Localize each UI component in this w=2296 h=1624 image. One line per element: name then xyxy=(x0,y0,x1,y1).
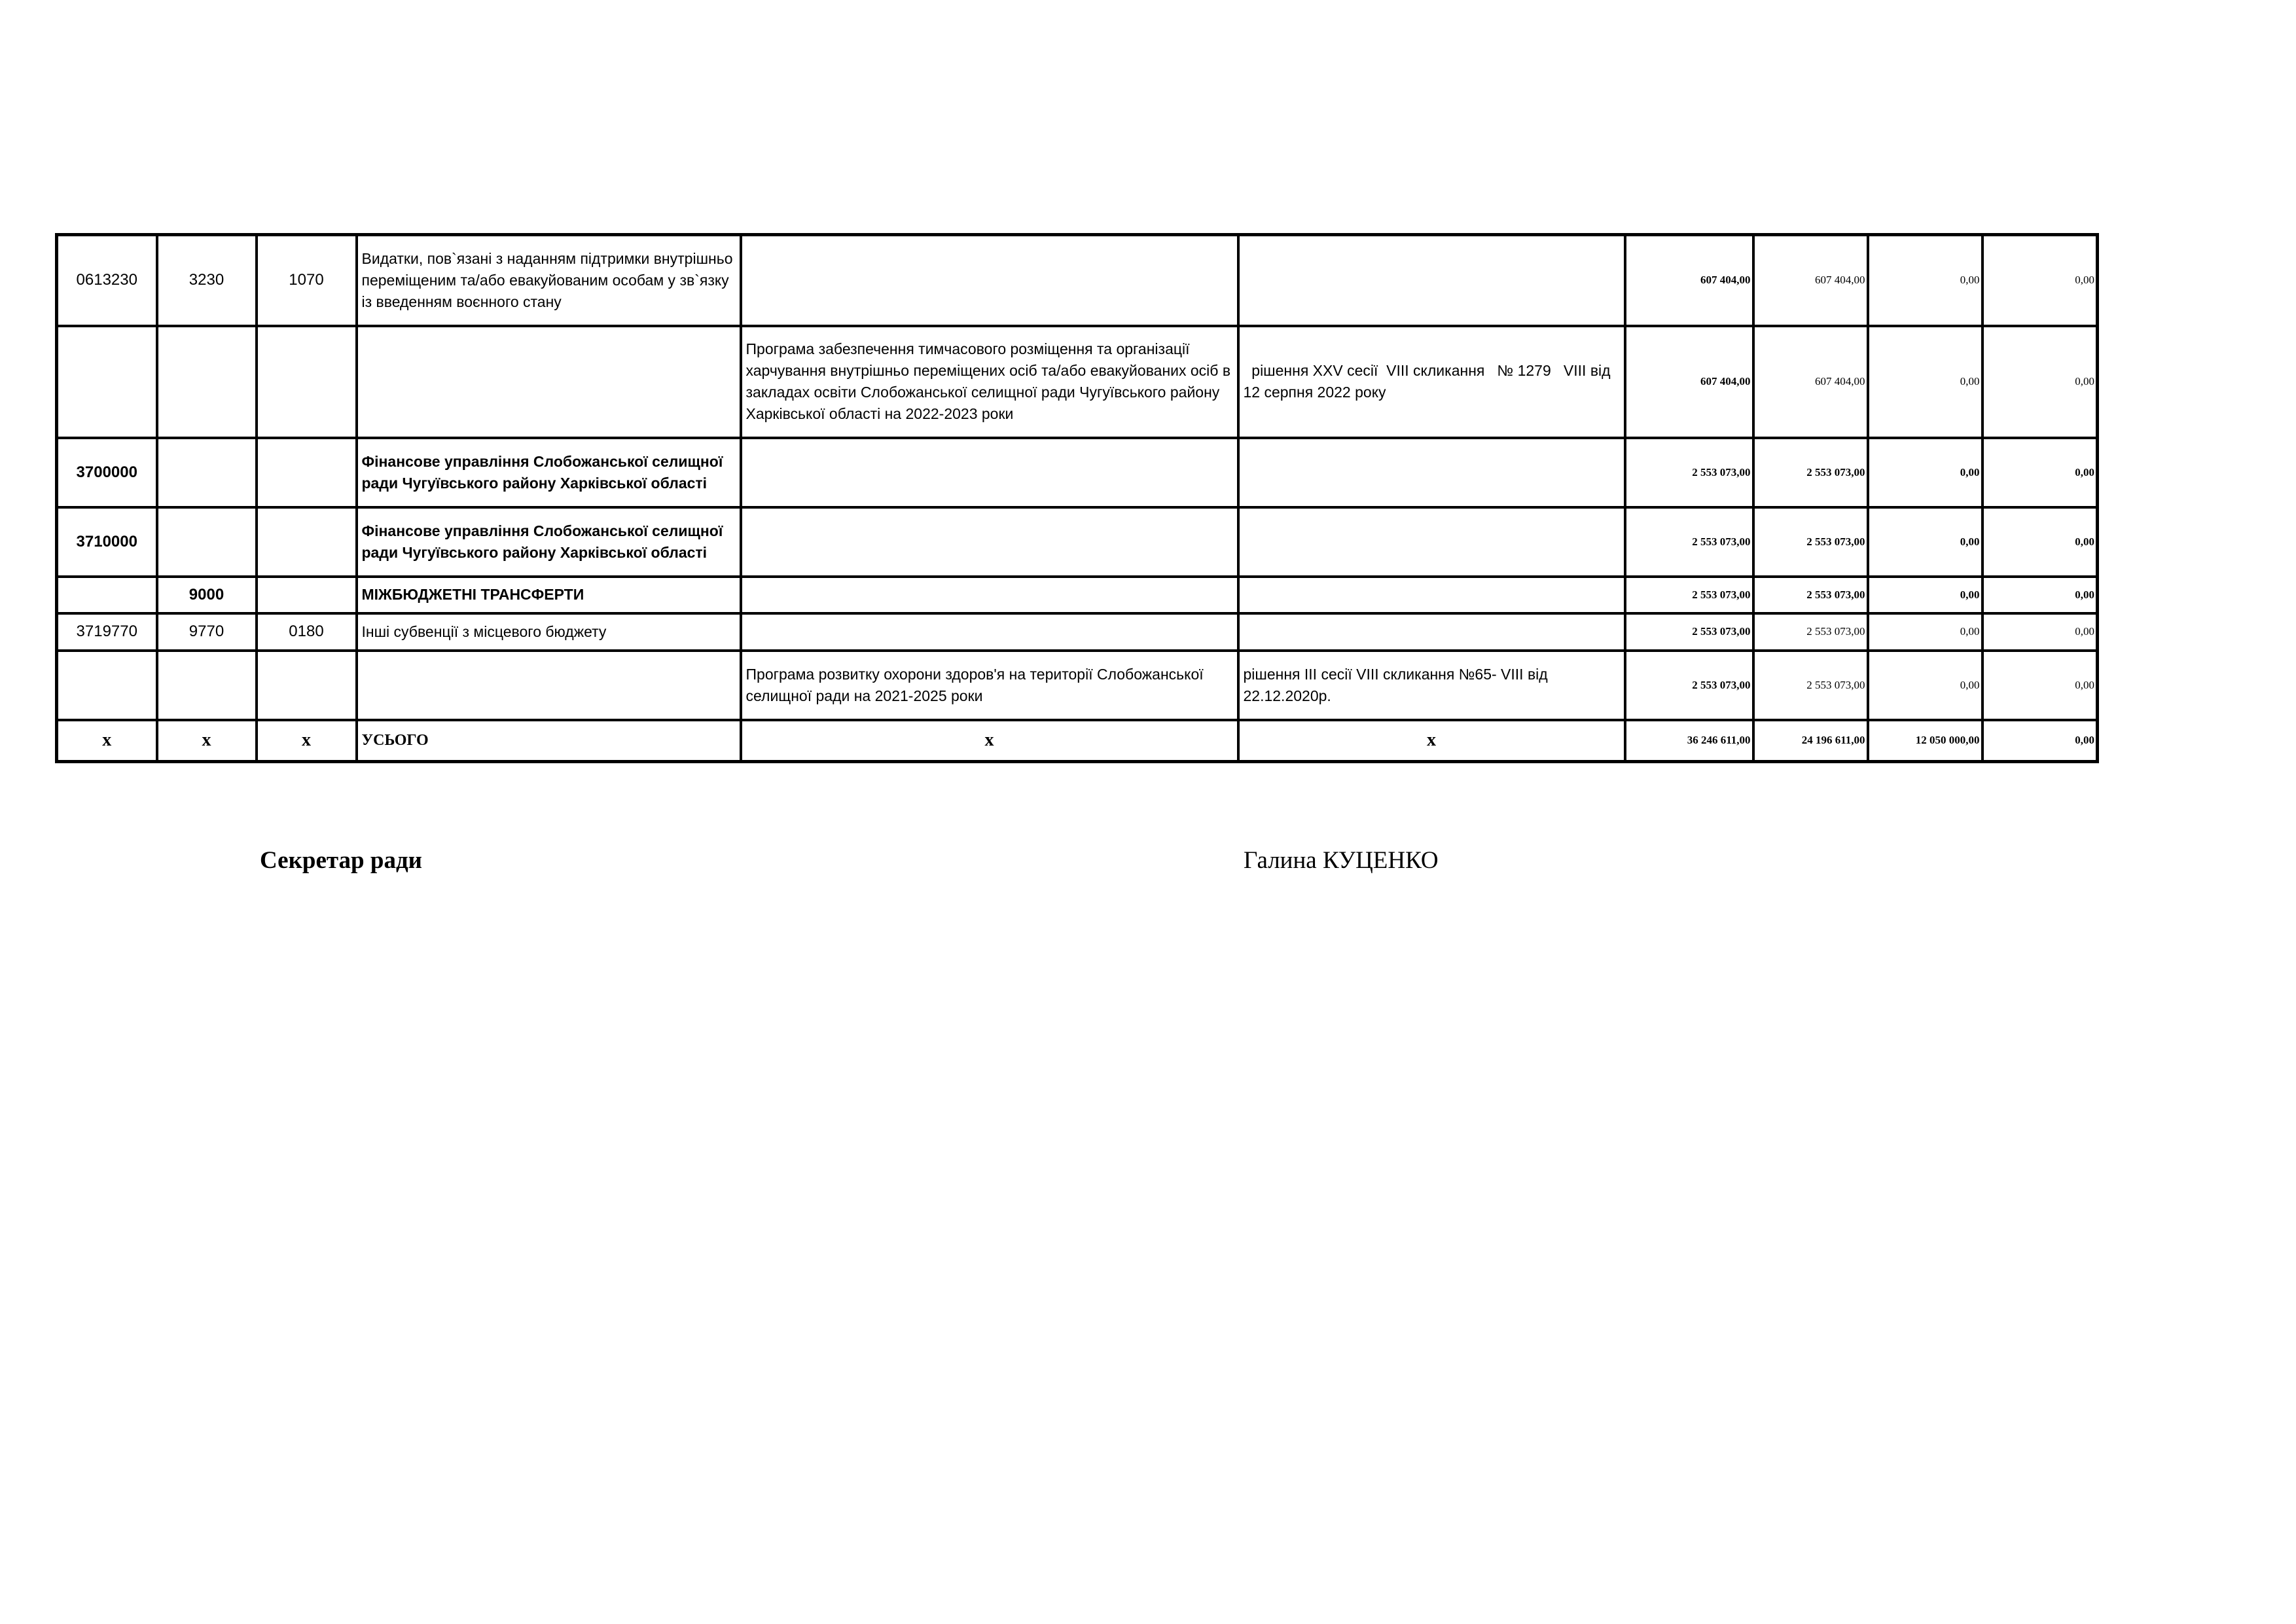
cell-grand-special-fund: 12 050 000,00 xyxy=(1868,720,1982,762)
cell-program-code: 3700000 xyxy=(57,438,157,507)
cell-x-marker: x xyxy=(1238,720,1625,762)
cell-development-budget: 0,00 xyxy=(1982,577,2098,613)
cell-x-marker: x xyxy=(157,720,257,762)
cell-kpk-code xyxy=(157,326,257,438)
total-row xyxy=(57,720,2098,762)
cell-x-marker: x xyxy=(57,720,157,762)
cell-name: Фінансове управління Слобожанської селищної ради Чугуївського району Харківської області xyxy=(357,507,741,577)
cell-decision xyxy=(1238,613,1625,651)
cell-development-budget: 0,00 xyxy=(1982,438,2098,507)
cell-name xyxy=(357,326,741,438)
cell-development-budget: 0,00 xyxy=(1982,651,2098,720)
cell-general-fund: 2 553 073,00 xyxy=(1753,577,1868,613)
cell-total: 607 404,00 xyxy=(1625,235,1753,326)
cell-development-budget: 0,00 xyxy=(1982,507,2098,577)
cell-program xyxy=(741,577,1238,613)
cell-total: 2 553 073,00 xyxy=(1625,613,1753,651)
cell-program xyxy=(741,507,1238,577)
cell-program: Програма розвитку охорони здоров'я на території Слобожанської селищної ради на 2021-2025 роки xyxy=(741,651,1238,720)
cell-special-fund: 0,00 xyxy=(1868,326,1982,438)
cell-decision xyxy=(1238,438,1625,507)
table-row xyxy=(57,235,2098,326)
budget-table xyxy=(55,233,2099,763)
cell-name: МІЖБЮДЖЕТНІ ТРАНСФЕРТИ xyxy=(357,577,741,613)
table-row xyxy=(57,438,2098,507)
cell-name: Фінансове управління Слобожанської селищної ради Чугуївського району Харківської області xyxy=(357,438,741,507)
cell-total-label: УСЬОГО xyxy=(357,720,741,762)
cell-program-code xyxy=(57,326,157,438)
table-row xyxy=(57,507,2098,577)
cell-program: Програма забезпечення тимчасового розміщення та організації харчування внутрішньо переміщених осіб та/або евакуйованих осіб в закладах освіти Слобожанської селищної ради Чугуївського району Харківської області на 2022-2023 роки xyxy=(741,326,1238,438)
table-row xyxy=(57,651,2098,720)
cell-kpk-code: 9770 xyxy=(157,613,257,651)
cell-general-fund: 2 553 073,00 xyxy=(1753,613,1868,651)
cell-program xyxy=(741,235,1238,326)
cell-grand-development-budget: 0,00 xyxy=(1982,720,2098,762)
cell-development-budget: 0,00 xyxy=(1982,235,2098,326)
signature-name: Галина КУЦЕНКО xyxy=(1244,847,1439,874)
cell-general-fund: 607 404,00 xyxy=(1753,326,1868,438)
cell-general-fund: 607 404,00 xyxy=(1753,235,1868,326)
cell-total: 2 553 073,00 xyxy=(1625,507,1753,577)
cell-fkv-code xyxy=(257,507,357,577)
cell-x-marker: x xyxy=(257,720,357,762)
table-row xyxy=(57,613,2098,651)
cell-program-code xyxy=(57,577,157,613)
cell-kpk-code xyxy=(157,651,257,720)
cell-decision xyxy=(1238,577,1625,613)
cell-kpk-code xyxy=(157,438,257,507)
cell-name xyxy=(357,651,741,720)
signature-title: Секретар ради xyxy=(260,847,422,874)
cell-general-fund: 2 553 073,00 xyxy=(1753,507,1868,577)
cell-special-fund: 0,00 xyxy=(1868,507,1982,577)
cell-fkv-code: 1070 xyxy=(257,235,357,326)
cell-name: Видатки, пов`язані з наданням підтримки внутрішньо переміщеним та/або евакуйованим особам у зв`язку із введенням воєнного стану xyxy=(357,235,741,326)
cell-decision xyxy=(1238,507,1625,577)
cell-development-budget: 0,00 xyxy=(1982,326,2098,438)
cell-total: 2 553 073,00 xyxy=(1625,651,1753,720)
cell-kpk-code: 9000 xyxy=(157,577,257,613)
cell-fkv-code xyxy=(257,326,357,438)
cell-special-fund: 0,00 xyxy=(1868,651,1982,720)
cell-fkv-code xyxy=(257,577,357,613)
cell-fkv-code xyxy=(257,651,357,720)
table-row xyxy=(57,326,2098,438)
cell-general-fund: 2 553 073,00 xyxy=(1753,651,1868,720)
cell-decision: рішення ІІІ сесії VIІІ скликання №65- VІІІ від 22.12.2020р. xyxy=(1238,651,1625,720)
cell-fkv-code: 0180 xyxy=(257,613,357,651)
cell-kpk-code: 3230 xyxy=(157,235,257,326)
cell-total: 2 553 073,00 xyxy=(1625,577,1753,613)
cell-total: 2 553 073,00 xyxy=(1625,438,1753,507)
table-row xyxy=(57,577,2098,613)
cell-program xyxy=(741,613,1238,651)
cell-name: Інші субвенції з місцевого бюджету xyxy=(357,613,741,651)
cell-grand-total: 36 246 611,00 xyxy=(1625,720,1753,762)
cell-decision xyxy=(1238,235,1625,326)
cell-development-budget: 0,00 xyxy=(1982,613,2098,651)
cell-program-code: 3719770 xyxy=(57,613,157,651)
cell-general-fund: 2 553 073,00 xyxy=(1753,438,1868,507)
cell-fkv-code xyxy=(257,438,357,507)
cell-kpk-code xyxy=(157,507,257,577)
cell-program xyxy=(741,438,1238,507)
cell-total: 607 404,00 xyxy=(1625,326,1753,438)
cell-program-code: 0613230 xyxy=(57,235,157,326)
cell-grand-general-fund: 24 196 611,00 xyxy=(1753,720,1868,762)
cell-decision: рішення XXV сесії VIII скликання № 1279 VIII від 12 серпня 2022 року xyxy=(1238,326,1625,438)
cell-program-code: 3710000 xyxy=(57,507,157,577)
cell-x-marker: x xyxy=(741,720,1238,762)
cell-special-fund: 0,00 xyxy=(1868,613,1982,651)
cell-program-code xyxy=(57,651,157,720)
cell-special-fund: 0,00 xyxy=(1868,235,1982,326)
cell-special-fund: 0,00 xyxy=(1868,438,1982,507)
cell-special-fund: 0,00 xyxy=(1868,577,1982,613)
